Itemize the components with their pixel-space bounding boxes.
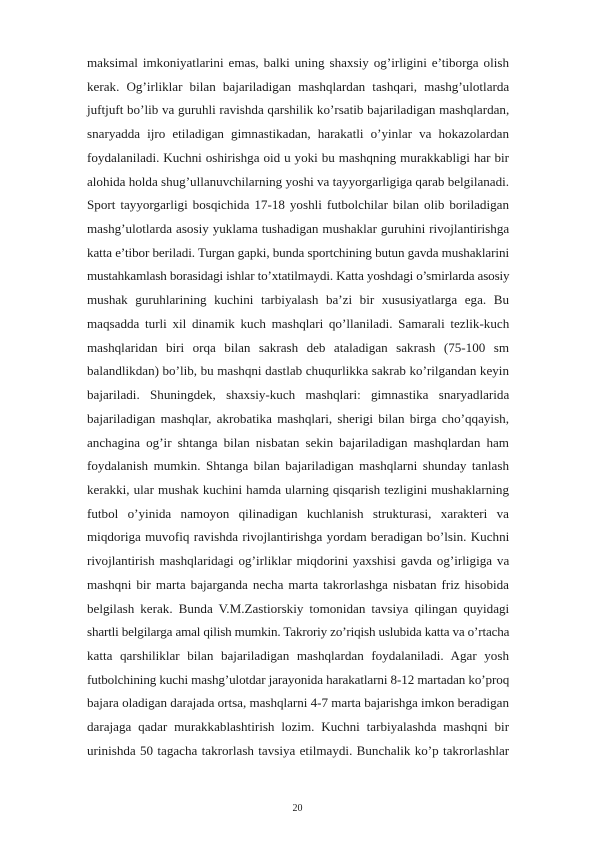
text-line: mashqlaridan biri orqa bilan sakrash deb ataladigan sakrash (75-100 sm [87,339,509,355]
text-line: belgilash kerak. Bunda V.M.Zastiorskiy tomonidan tavsiya qilingan quyidagi [87,600,510,616]
text-line: urinishda 50 tagacha takrorlash tavsiya etilmaydi. Bunchalik ko’p takrorlashlar [87,742,510,758]
text-line: maksimal imkoniyatlarini emas, balki uning shaxsiy og’irligini e’tiborga olish [87,55,509,70]
text-line: mashqni bir marta bajarganda necha marta takrorlashga nisbatan friz hisobida [87,576,509,592]
text-line: rivojlantirish mashqlaridagi og’irliklar miqdorini yaxshisi gavda og’irligiga va [87,553,510,569]
text-line: juftjuft bo’lib va guruhli ravishda qarshilik ko’rsatib bajariladigan mashqlardan, [87,102,510,118]
text-line: alohida holda shug’ullanuvchilarning yoshi va tayyorgarligiga qarab belgilanadi. [87,173,510,189]
text-line: snaryadda ijro etiladigan gimnastikadan, harakatli o’yinlar va hokazolardan [87,126,509,142]
text-line: bajariladi. Shuningdek, shaxsiy-kuch mashqlari: gimnastika snaryadlarida [87,387,510,403]
text-line: katta e’tibor beriladi. Turgan gapki, bunda sportchining butun gavda mushaklarini [87,244,509,260]
text-line: kerak. Og’irliklar bilan bajariladigan mashqlardan tashqari, mashg’ulotlarda [87,78,510,94]
text-line: futbol o’yinida namoyon qilinadigan kuchlanish strukturasi, xarakteri va [87,505,509,521]
text-line: miqdoriga muvofiq ravishda rivojlantirishga yordam beradigan bo’lsin. Kuchni [87,529,510,545]
text-line: katta qarshiliklar bilan bajariladigan mashqlardan foydalaniladi. Agar yosh [87,647,509,663]
text-line: maqsadda turli xil dinamik kuch mashqlari qo’llaniladi. Samarali tezlik-kuch [87,315,510,331]
text-line: futbolchining kuchi mashg’ulotdar jarayonida harakatlarni 8-12 martadan ko’proq [87,671,510,687]
text-line: foydalaniladi. Kuchni oshirishga oid u yoki bu mashqning murakkabligi har bir [87,149,509,165]
body-text [87,51,509,763]
page-number: 20 [292,803,303,814]
text-line: mushak guruhlarining kuchini tarbiyalash ba’zi bir xususiyatlarga ega. Bu [87,292,509,308]
text-line: mashg’ulotlarda asosiy yuklama tushadigan mushaklar guruhini rivojlantirishga [87,221,510,237]
text-line: darajaga qadar murakkablashtirish lozim. Kuchni tarbiyalashda mashqni bir [87,719,510,735]
text-line: Sport tayyorgarligi bosqichida 17-18 yoshli futbolchilar bilan olib boriladigan [87,197,509,213]
text-line: anchagina og’ir shtanga bilan nisbatan sekin bajariladigan mashqlardan ham [87,434,509,450]
text-line: foydalanish mumkin. Shtanga bilan bajariladigan mashqlarni shunday tanlash [87,458,509,474]
text-line: bajara oladigan darajada ortsa, mashqlarni 4-7 marta bajarishga imkon beradigan [87,695,509,711]
text-line: balandlikdan) bo’lib, bu mashqni dastlab chuqurlikka sakrab ko’rilgandan keyin [87,363,509,379]
text-line: bajariladigan mashqlar, akrobatika mashqlari, sherigi bilan birga cho’qqayish, [87,410,509,426]
text-line: kerakki, ular mushak kuchini hamda ularning qisqarish tezligini mushaklarning [87,481,509,497]
text-line: shartli belgilarga amal qilish mumkin. Takroriy zo’riqish uslubida katta va o’rtacha [87,624,510,640]
text-line: mustahkamlash borasidagi ishlar to’xtatilmaydi. Katta yoshdagi o’smirlarda asosiy [87,268,510,284]
